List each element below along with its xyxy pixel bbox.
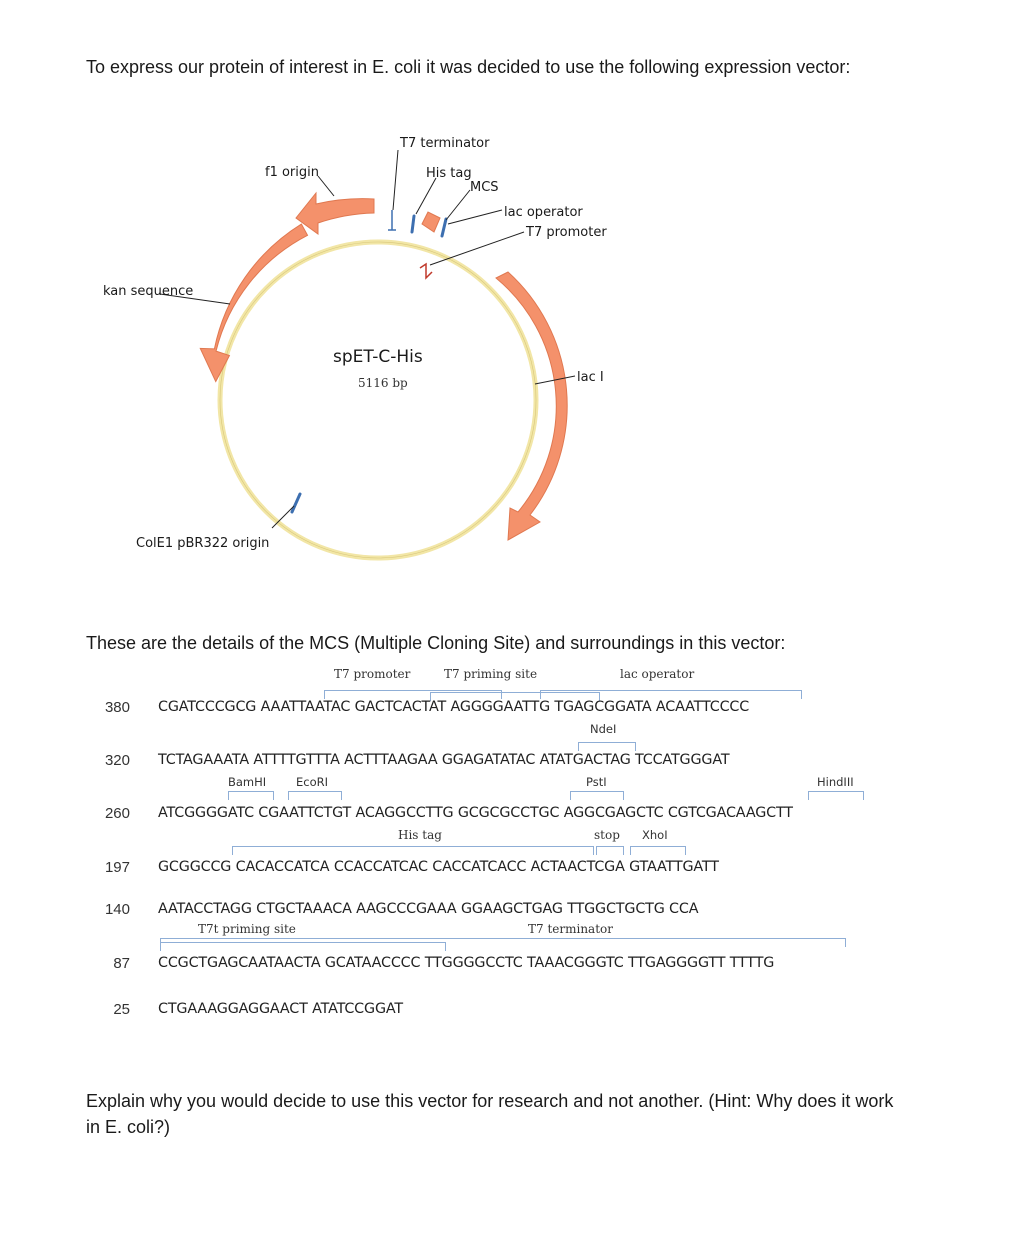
psti-site-label: PstI bbox=[586, 775, 607, 789]
ecori-bracket bbox=[288, 791, 342, 800]
t7-terminator-symbol bbox=[388, 210, 396, 230]
kan-sequence-label: kan sequence bbox=[103, 284, 194, 299]
cole1-origin-label: ColE1 pBR322 origin bbox=[136, 536, 270, 551]
sequence-position: 25 bbox=[113, 1001, 130, 1018]
sequence-row bbox=[0, 805, 1016, 827]
plasmid-backbone bbox=[220, 242, 536, 558]
stop-feature-label: stop bbox=[594, 828, 620, 842]
sequence-text: ATCGGGGATC CGAATTCTGT ACAGGCCTTG GCGCGCCTGC AGGCGAGCTC CGTCGACAAGCTT bbox=[158, 805, 793, 821]
sequence-row bbox=[0, 699, 1016, 721]
t7t-priming-feature-label: T7t priming site bbox=[198, 922, 296, 936]
sequence-text: CCGCTGAGCAATAACTA GCATAACCCC TTGGGGCCTC TAAACGGGTC TTGAGGGGTT TTTTG bbox=[158, 955, 775, 971]
t7-promoter-label: T7 promoter bbox=[526, 225, 607, 240]
bamhi-bracket bbox=[228, 791, 274, 800]
t7-terminator-label: T7 terminator bbox=[400, 136, 490, 151]
plasmid-name: spET-C-His bbox=[333, 347, 423, 367]
sequence-row bbox=[0, 901, 1016, 923]
t7-promoter-feature-label: T7 promoter bbox=[334, 667, 411, 681]
sequence-position: 260 bbox=[104, 805, 130, 822]
his-tag-feature-label: His tag bbox=[398, 828, 442, 842]
his-tag-marker bbox=[412, 216, 414, 232]
lac-operator-feature-label: lac operator bbox=[620, 667, 695, 681]
sequence-position: 140 bbox=[104, 901, 130, 918]
t7-promoter-symbol bbox=[420, 264, 432, 278]
intro-paragraph: To express our protein of interest in E. coli it was decided to use the following expression vector: bbox=[86, 57, 851, 77]
ndei-site-label: NdeI bbox=[590, 722, 617, 736]
sequence-row bbox=[0, 955, 1016, 977]
lac-i-label: lac I bbox=[577, 370, 604, 385]
ecori-site-label: EcoRI bbox=[296, 775, 329, 789]
his-tag-bracket bbox=[232, 846, 594, 855]
sequence-text: AATACCTAGG CTGCTAAACA AAGCCCGAAA GGAAGCTGAG TTGGCTGCTG CCA bbox=[158, 901, 699, 917]
his-tag-label: His tag bbox=[426, 166, 472, 181]
bamhi-site-label: BamHI bbox=[228, 775, 267, 789]
sequence-position: 320 bbox=[104, 752, 130, 769]
mcs-label: MCS bbox=[470, 180, 499, 195]
sequence-text: CTGAAAGGAGGAACT ATATCCGGAT bbox=[158, 1001, 403, 1017]
psti-bracket bbox=[570, 791, 624, 800]
f1-origin-arrow bbox=[296, 193, 374, 234]
xhoi-site-label: XhoI bbox=[642, 828, 668, 842]
plasmid-size: 5116 bp bbox=[358, 376, 408, 390]
t7-priming-feature-label: T7 priming site bbox=[444, 667, 538, 681]
sequence-position: 380 bbox=[104, 699, 130, 716]
lac-operator-bracket bbox=[540, 690, 802, 699]
f1-origin-label: f1 origin bbox=[265, 165, 319, 180]
sequence-position: 197 bbox=[104, 859, 130, 876]
stop-bracket bbox=[596, 846, 624, 855]
lac-operator-label: lac operator bbox=[504, 205, 583, 220]
mcs-marker bbox=[442, 219, 446, 236]
mcs-intro-paragraph: These are the details of the MCS (Multiple Cloning Site) and surroundings in this vector: bbox=[86, 633, 786, 653]
hindiii-bracket bbox=[808, 791, 864, 800]
sequence-text: CGATCCCGCG AAATTAATAC GACTCACTAT AGGGGAATTG TGAGCGGATA ACAATTCCCC bbox=[158, 699, 750, 715]
question-paragraph: Explain why you would decide to use this vector for research and not another. (Hint: Why does it work in E. coli?) bbox=[86, 1091, 894, 1137]
cole1-marker bbox=[292, 494, 300, 512]
sequence-text: TCTAGAAATA ATTTTGTTTA ACTTTAAGAA GGAGATATAC ATATGACTAG TCCATGGGAT bbox=[158, 752, 730, 768]
sequence-row bbox=[0, 752, 1016, 774]
t7-terminator-feature-label: T7 terminator bbox=[528, 922, 613, 936]
sequence-text: GCGGCCG CACACCATCA CCACCATCAC CACCATCACC ACTAACTCGA GTAATTGATT bbox=[158, 859, 719, 875]
xhoi-bracket bbox=[630, 846, 686, 855]
plasmid-map bbox=[0, 120, 700, 570]
t7-terminator-bracket bbox=[160, 938, 846, 947]
sequence-row bbox=[0, 859, 1016, 881]
sequence-position: 87 bbox=[113, 955, 130, 972]
his-tag-arrow bbox=[422, 212, 440, 232]
hindiii-site-label: HindIII bbox=[817, 775, 854, 789]
sequence-row bbox=[0, 1001, 1016, 1023]
ndei-bracket bbox=[578, 742, 636, 751]
